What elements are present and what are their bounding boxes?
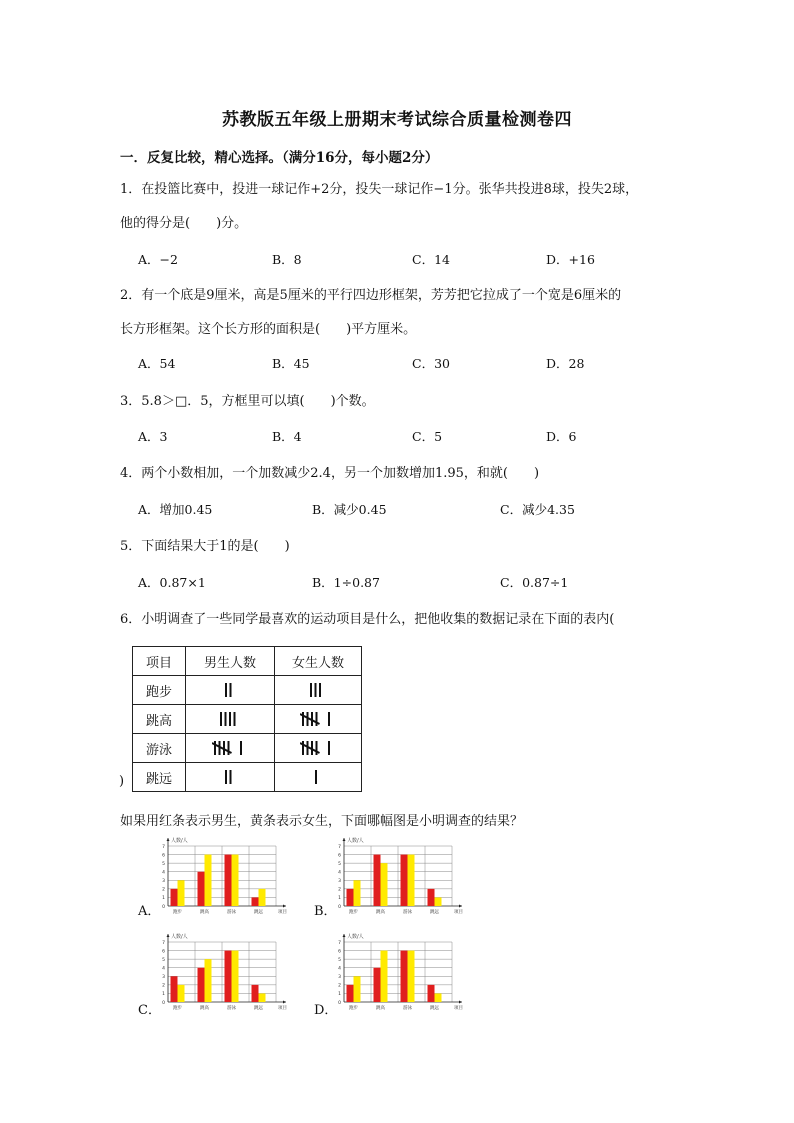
bar-girls [205, 959, 212, 1002]
y-tick-label: 1 [338, 992, 341, 998]
bar-girls [408, 855, 415, 906]
category-label: 跳高 [200, 1006, 209, 1011]
q2-text-line2: 长方形框架。这个长方形的面积是( )平方厘米。 [120, 322, 417, 337]
bar-boys [347, 889, 354, 906]
q2-option-d[interactable]: D．28 [546, 356, 585, 371]
y-tick-label: 6 [162, 949, 165, 955]
y-tick-label: 2 [338, 983, 341, 989]
q5-option-a[interactable]: A．0.87×1 [138, 575, 206, 590]
y-tick-label: 5 [162, 957, 165, 963]
q4-option-a[interactable]: A．增加0.45 [138, 502, 213, 517]
tally-girls [275, 705, 362, 734]
chart-option-d-label[interactable]: D． [314, 1003, 338, 1018]
tally-mark [218, 709, 242, 729]
bar-boys [198, 968, 205, 1002]
bar-boys [428, 985, 435, 1002]
x-axis-arrow [283, 905, 286, 908]
y-axis-arrow [167, 934, 170, 937]
category-label: 跳远 [430, 1006, 439, 1011]
q3-option-d[interactable]: D．6 [546, 429, 577, 444]
bar-girls [435, 897, 442, 906]
y-tick-label: 5 [338, 861, 341, 867]
q1-option-b[interactable]: B．8 [272, 252, 302, 267]
bar-boys [171, 976, 178, 1002]
y-axis-arrow [167, 838, 170, 841]
table-row [133, 763, 362, 792]
y-tick-label: 0 [162, 1000, 165, 1006]
bar-boys [225, 951, 232, 1002]
bar-chart [332, 932, 472, 1012]
header-boys: 男生人数 [186, 647, 275, 676]
y-tick-label: 2 [338, 887, 341, 893]
bar-girls [381, 863, 388, 906]
tally-mark [300, 738, 337, 758]
q2-option-a[interactable]: A．54 [138, 356, 176, 371]
q5-option-c[interactable]: C．0.87÷1 [500, 575, 569, 590]
category-label: 跑步 [349, 910, 358, 915]
page-title: 苏教版五年级上册期末考试综合质量检测卷四 [222, 110, 572, 130]
y-axis-arrow [343, 838, 346, 841]
y-tick-label: 3 [338, 879, 341, 885]
bar-girls [354, 880, 361, 906]
y-tick-label: 3 [162, 975, 165, 981]
bar-boys [374, 968, 381, 1002]
bar-chart [156, 836, 296, 916]
category-label: 游泳 [227, 1006, 236, 1011]
tally-mark [308, 680, 328, 700]
tally-table [132, 646, 362, 792]
bar-chart [332, 836, 472, 916]
category-label: 跑步 [173, 1006, 182, 1011]
y-tick-label: 5 [338, 957, 341, 963]
tally-boys [186, 676, 275, 705]
category-label: 跳远 [254, 1006, 263, 1011]
bar-girls [435, 993, 442, 1002]
q1-text-line1: 1．在投篮比赛中，投进一球记作+2分，投失一球记作−1分。张华共投进8球，投失2球， [120, 182, 639, 197]
y-axis-arrow [343, 934, 346, 937]
category-label: 跳高 [376, 1006, 385, 1011]
bar-boys [374, 855, 381, 906]
tally-boys [186, 705, 275, 734]
chart-option-d[interactable] [332, 932, 472, 1016]
q5-option-b[interactable]: B．1÷0.87 [312, 575, 380, 590]
row-item: 跑步 [133, 676, 186, 705]
tally-girls [275, 763, 362, 792]
q5-text: 5．下面结果大于1的是( ) [120, 539, 290, 554]
y-tick-label: 1 [162, 896, 165, 902]
y-tick-label: 2 [162, 887, 165, 893]
chart-option-b-label[interactable]: B． [314, 904, 337, 919]
y-tick-label: 2 [162, 983, 165, 989]
y-axis-label: 人数/人 [171, 934, 188, 940]
y-tick-label: 3 [162, 879, 165, 885]
category-label: 跳高 [376, 910, 385, 915]
y-tick-label: 3 [338, 975, 341, 981]
y-tick-label: 6 [162, 853, 165, 859]
bar-girls [381, 951, 388, 1002]
bar-boys [401, 951, 408, 1002]
chart-option-a[interactable] [156, 836, 296, 920]
bar-boys [225, 855, 232, 906]
y-axis-label: 人数/人 [171, 838, 188, 844]
y-tick-label: 4 [162, 870, 165, 876]
tally-header-row [133, 647, 362, 676]
chart-option-a-label[interactable]: A． [138, 904, 161, 919]
category-label: 跳远 [254, 910, 263, 915]
q6-chart-question: 如果用红条表示男生，黄条表示女生，下面哪幅图是小明调查的结果？ [120, 814, 524, 829]
q6-close-paren: ) [119, 774, 125, 789]
category-label: 跑步 [349, 1006, 358, 1011]
category-label: 游泳 [403, 1006, 412, 1011]
tally-mark [313, 767, 324, 787]
x-axis-arrow [459, 905, 462, 908]
y-tick-label: 4 [162, 966, 165, 972]
header-girls: 女生人数 [275, 647, 362, 676]
bar-chart [156, 932, 296, 1012]
x-axis-arrow [459, 1001, 462, 1004]
row-item: 跳远 [133, 763, 186, 792]
category-label: 跳高 [200, 910, 209, 915]
q1-text-line2: 他的得分是( )分。 [120, 216, 248, 231]
q1-option-a[interactable]: A．−2 [138, 252, 178, 267]
bar-girls [259, 993, 266, 1002]
q2-option-c[interactable]: C．30 [412, 356, 450, 371]
bar-girls [259, 889, 266, 906]
bar-girls [354, 976, 361, 1002]
y-tick-label: 4 [338, 966, 341, 972]
bar-girls [408, 951, 415, 1002]
y-tick-label: 0 [338, 1000, 341, 1006]
q2-text-line1: 2．有一个底是9厘米，高是5厘米的平行四边形框架，芳芳把它拉成了一个宽是6厘米的 [120, 288, 622, 303]
chart-option-c-label[interactable]: C． [138, 1003, 161, 1018]
q3-text: 3．5.8＞□．5，方框里可以填( )个数。 [120, 394, 375, 409]
y-tick-label: 1 [162, 992, 165, 998]
q1-option-c[interactable]: C．14 [412, 252, 450, 267]
y-tick-label: 1 [338, 896, 341, 902]
table-row [133, 676, 362, 705]
header-item: 项目 [133, 647, 186, 676]
x-axis-arrow [283, 1001, 286, 1004]
row-item: 跳高 [133, 705, 186, 734]
table-row [133, 705, 362, 734]
bar-boys [428, 889, 435, 906]
bar-boys [171, 889, 178, 906]
category-label: 游泳 [403, 910, 412, 915]
table-row [133, 734, 362, 763]
y-tick-label: 6 [338, 853, 341, 859]
y-axis-label: 人数/人 [347, 934, 364, 940]
q4-option-b[interactable]: B．减少0.45 [312, 502, 387, 517]
y-tick-label: 0 [162, 904, 165, 910]
y-tick-label: 0 [338, 904, 341, 910]
category-label: 跳远 [430, 910, 439, 915]
bar-boys [252, 897, 259, 906]
y-tick-label: 7 [338, 940, 341, 946]
q6-text: 6．小明调查了一些同学最喜欢的运动项目是什么，把他收集的数据记录在下面的表内( [120, 612, 615, 627]
bar-girls [178, 985, 185, 1002]
bar-girls [205, 855, 212, 906]
bar-boys [252, 985, 259, 1002]
y-tick-label: 7 [338, 844, 341, 850]
tally-mark [212, 738, 249, 758]
tally-girls [275, 734, 362, 763]
y-tick-label: 5 [162, 861, 165, 867]
q4-text: 4．两个小数相加，一个加数减少2.4，另一个加数增加1.95，和就( ) [120, 466, 540, 481]
x-axis-label: 项目 [278, 910, 287, 915]
tally-mark [223, 680, 238, 700]
y-tick-label: 6 [338, 949, 341, 955]
q3-option-a[interactable]: A．3 [138, 429, 168, 444]
chart-option-c[interactable] [156, 932, 296, 1016]
bar-boys [401, 855, 408, 906]
category-label: 游泳 [227, 910, 236, 915]
bar-boys [198, 872, 205, 906]
x-axis-label: 项目 [454, 1006, 463, 1011]
y-tick-label: 7 [162, 844, 165, 850]
bar-girls [232, 951, 239, 1002]
bar-girls [178, 880, 185, 906]
q3-option-b[interactable]: B．4 [272, 429, 302, 444]
row-item: 游泳 [133, 734, 186, 763]
section-heading: 一．反复比较，精心选择。（满分16分，每小题2分） [120, 150, 439, 166]
tally-boys [186, 763, 275, 792]
x-axis-label: 项目 [454, 910, 463, 915]
y-tick-label: 4 [338, 870, 341, 876]
tally-girls [275, 676, 362, 705]
x-axis-label: 项目 [278, 1006, 287, 1011]
tally-mark [223, 767, 238, 787]
y-axis-label: 人数/人 [347, 838, 364, 844]
chart-option-b[interactable] [332, 836, 472, 920]
y-tick-label: 7 [162, 940, 165, 946]
q4-option-c[interactable]: C．减少4.35 [500, 502, 575, 517]
category-label: 跑步 [173, 910, 182, 915]
bar-boys [347, 985, 354, 1002]
q3-option-c[interactable]: C．5 [412, 429, 443, 444]
tally-boys [186, 734, 275, 763]
q2-option-b[interactable]: B．45 [272, 356, 310, 371]
q1-option-d[interactable]: D．+16 [546, 252, 595, 267]
bar-girls [232, 855, 239, 906]
tally-mark [300, 709, 337, 729]
